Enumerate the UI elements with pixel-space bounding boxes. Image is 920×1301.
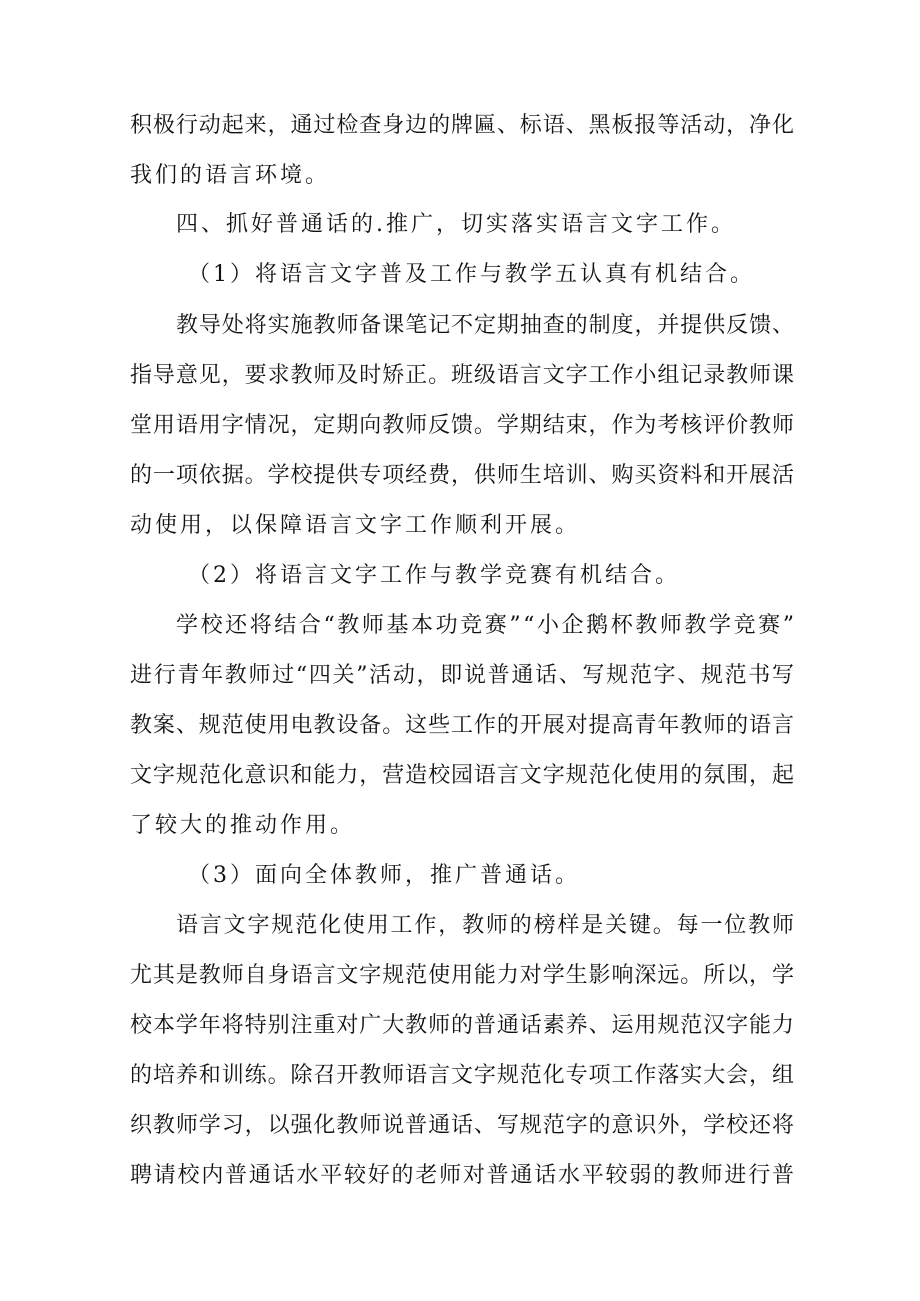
text-line	[0, 356, 920, 396]
text-line-content: 了较大的推动作用。	[130, 813, 356, 838]
text-line	[0, 656, 920, 696]
text-line-content: 的一项依据。学校提供专项经费，供师生培训、购买资料和开展活	[130, 463, 795, 488]
text-line	[0, 756, 920, 796]
text-line-content: 指导意见，要求教师及时矫正。班级语言文字工作小组记录教师课	[130, 363, 795, 388]
text-line	[0, 1056, 920, 1096]
text-line-content: （3）面向全体教师，推广普通话。	[188, 863, 580, 888]
text-line	[0, 806, 920, 846]
text-line-content: 尤其是教师自身语言文字规范使用能力对学生影响深远。所以，学	[130, 963, 795, 988]
text-line-content: 的培养和训练。除召开教师语言文字规范化专项工作落实大会，组	[130, 1063, 795, 1088]
section-heading	[0, 205, 920, 245]
subsection-heading	[0, 556, 920, 596]
text-line-content: 聘请校内普通话水平较好的老师对普通话水平较弱的教师进行普	[130, 1163, 796, 1188]
text-line-content: （2）将语言文字工作与教学竞赛有机结合。	[188, 563, 680, 588]
text-line-content: （1）将语言文字普及工作与教学五认真有机结合。	[188, 262, 755, 287]
text-line-content: 堂用语用字情况，定期向教师反馈。学期结束，作为考核评价教师	[130, 413, 795, 438]
text-line-content: 语言文字规范化使用工作，教师的榜样是关键。每一位教师	[176, 913, 796, 938]
text-line-content: 学校还将结合“教师基本功竞赛”“小企鹅杯教师教学竞赛”	[176, 613, 797, 638]
subsection-heading	[0, 856, 920, 896]
text-line-content: 四、抓好普通话的.推广，切实落实语言文字工作。	[176, 212, 736, 237]
text-line	[0, 506, 920, 546]
text-line	[0, 306, 920, 346]
text-line-content: 动使用，以保障语言文字工作顺利开展。	[130, 513, 581, 538]
text-line	[0, 156, 920, 196]
text-line	[0, 106, 920, 146]
text-line-content: 校本学年将特别注重对广大教师的普通话素养、运用规范汉字能力	[130, 1013, 795, 1038]
text-line	[0, 1106, 920, 1146]
text-line	[0, 606, 920, 646]
text-line	[0, 456, 920, 496]
text-line-content: 教导处将实施教师备课笔记不定期抽查的制度，并提供反馈、	[176, 313, 795, 338]
text-line	[0, 1156, 920, 1196]
text-line-content: 织教师学习，以强化教师说普通话、写规范字的意识外，学校还将	[130, 1113, 795, 1138]
text-line	[0, 706, 920, 746]
text-line-content: 进行青年教师过“四关”活动，即说普通话、写规范字、规范书写	[130, 663, 796, 688]
text-line-content: 我们的语言环境。	[130, 163, 331, 188]
text-line	[0, 406, 920, 446]
text-line	[0, 956, 920, 996]
text-line	[0, 906, 920, 946]
text-line-content: 教案、规范使用电教设备。这些工作的开展对提高青年教师的语言	[130, 713, 795, 738]
subsection-heading	[0, 255, 920, 295]
text-line-content: 文字规范化意识和能力，营造校园语言文字规范化使用的氛围，起	[130, 763, 795, 788]
text-line	[0, 1006, 920, 1046]
text-line-content: 积极行动起来，通过检查身边的牌匾、标语、黑板报等活动，净化	[130, 113, 795, 138]
